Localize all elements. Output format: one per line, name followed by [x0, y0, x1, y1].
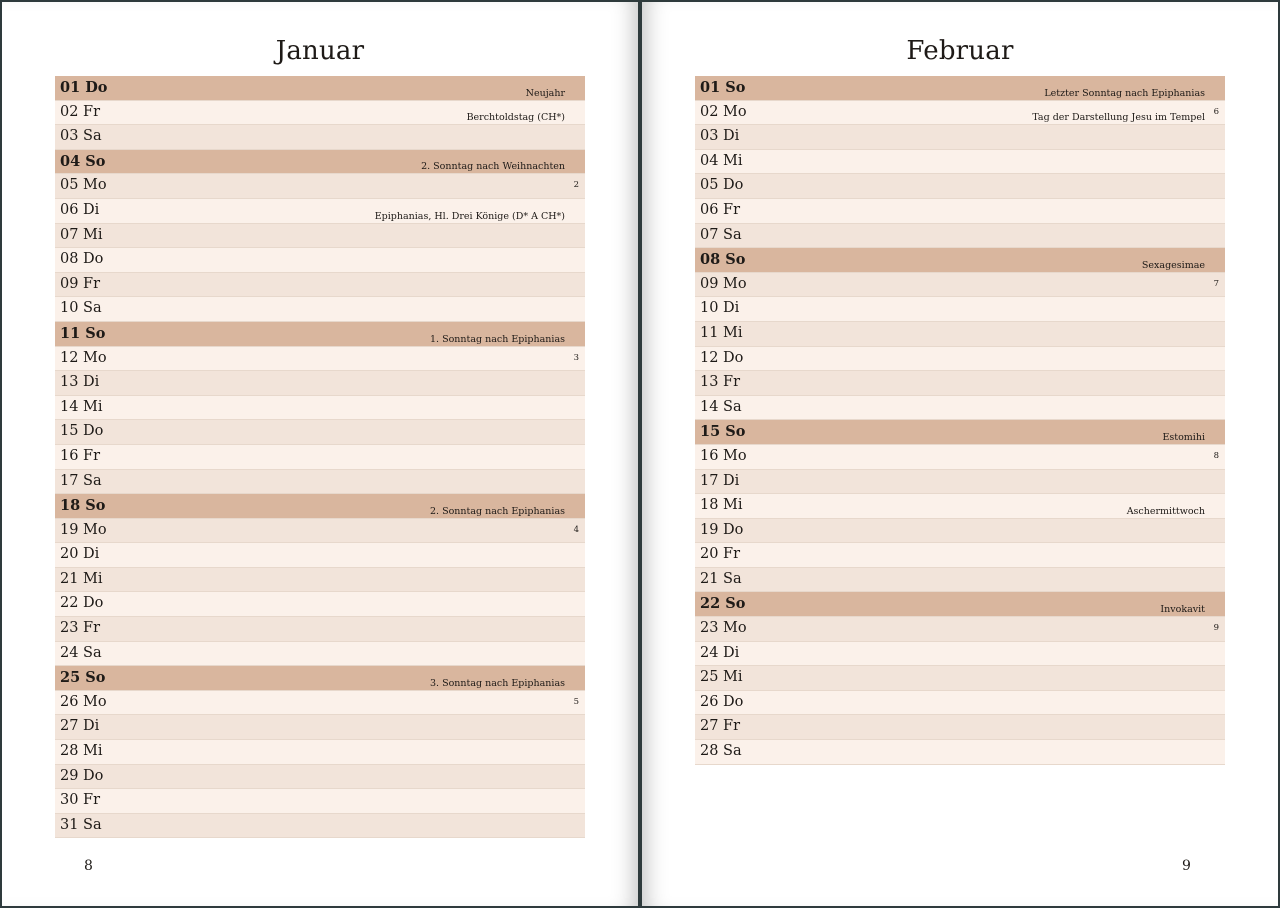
day-row: [55, 691, 585, 716]
day-row: [695, 273, 1225, 298]
day-label: 01 Do: [60, 79, 108, 96]
page-number: 9: [1182, 858, 1191, 874]
day-row: [695, 396, 1225, 421]
day-label: 25 So: [60, 669, 106, 687]
day-label: 18 Mi: [700, 497, 743, 514]
day-event: Neujahr: [525, 87, 565, 99]
week-number: 3: [573, 352, 579, 363]
day-label: 11 So: [60, 324, 106, 342]
day-row: [695, 740, 1225, 765]
day-row: [55, 396, 585, 421]
page-left: [2, 2, 638, 906]
day-row: [55, 814, 585, 839]
day-row: [55, 125, 585, 150]
day-label: 23 Fr: [60, 620, 101, 637]
day-label: 04 So: [60, 152, 106, 170]
day-label: 14 Mi: [60, 398, 103, 415]
day-row: [695, 125, 1225, 150]
day-row: [55, 347, 585, 372]
day-row: [55, 592, 585, 617]
day-row: [695, 519, 1225, 544]
day-label: 02 Mo: [700, 103, 747, 120]
day-label: 21 Mi: [60, 570, 103, 587]
day-row: [55, 789, 585, 814]
day-event: 2. Sonntag nach Weihnachten: [421, 161, 565, 173]
day-label: 07 Mi: [60, 226, 103, 243]
day-row: [55, 150, 585, 175]
day-row: [695, 174, 1225, 199]
day-event: Letzter Sonntag nach Epiphanias: [1044, 87, 1205, 99]
day-row: [695, 592, 1225, 617]
day-event: 2. Sonntag nach Epiphanias: [430, 505, 565, 517]
day-label: 26 Mo: [60, 693, 107, 710]
day-event: Aschermittwoch: [1126, 505, 1205, 517]
day-row: [55, 642, 585, 667]
month-title: Februar: [906, 36, 1014, 66]
day-label: 20 Fr: [700, 546, 741, 563]
day-row: [695, 494, 1225, 519]
day-row: [55, 543, 585, 568]
day-row: [55, 322, 585, 347]
day-row: [55, 740, 585, 765]
day-row: [55, 224, 585, 249]
day-label: 15 So: [700, 423, 746, 441]
day-label: 29 Do: [60, 767, 104, 784]
day-label: 07 Sa: [700, 226, 742, 243]
day-label: 01 So: [700, 79, 746, 96]
day-row: [695, 248, 1225, 273]
day-row: [695, 371, 1225, 396]
day-row: [695, 617, 1225, 642]
day-label: 19 Do: [700, 521, 744, 538]
day-label: 26 Do: [700, 693, 744, 710]
day-label: 10 Di: [700, 300, 740, 317]
day-label: 31 Sa: [60, 816, 102, 833]
day-label: 14 Sa: [700, 398, 742, 415]
day-label: 24 Sa: [60, 644, 102, 661]
day-event: Tag der Darstellung Jesu im Tempel: [1032, 112, 1205, 124]
day-label: 22 Do: [60, 595, 104, 612]
day-row: [695, 101, 1225, 126]
day-label: 28 Mi: [60, 743, 103, 760]
day-row: [55, 470, 585, 495]
day-label: 06 Di: [60, 201, 100, 218]
day-label: 08 Do: [60, 251, 104, 268]
day-label: 05 Do: [700, 177, 744, 194]
page-number: 8: [84, 858, 93, 874]
day-event: Epiphanias, Hl. Drei Könige (D* A CH*): [374, 210, 565, 222]
day-row: [695, 691, 1225, 716]
day-row: [55, 715, 585, 740]
month-title: Januar: [275, 36, 365, 66]
day-row: [55, 101, 585, 126]
day-row: [695, 224, 1225, 249]
day-label: 10 Sa: [60, 300, 102, 317]
day-label: 06 Fr: [700, 201, 741, 218]
day-row: [55, 273, 585, 298]
day-row: [695, 470, 1225, 495]
day-label: 20 Di: [60, 546, 100, 563]
day-row: [55, 248, 585, 273]
day-row: [55, 76, 585, 101]
day-row: [695, 76, 1225, 101]
day-label: 17 Sa: [60, 472, 102, 489]
day-label: 03 Sa: [60, 128, 102, 145]
day-row: [55, 765, 585, 790]
day-row: [55, 199, 585, 224]
day-label: 28 Sa: [700, 743, 742, 760]
day-label: 27 Fr: [700, 718, 741, 735]
day-event: Berchtoldstag (CH*): [466, 112, 565, 124]
week-number: 9: [1213, 623, 1219, 634]
day-row: [55, 420, 585, 445]
day-label: 02 Fr: [60, 103, 101, 120]
day-label: 12 Do: [700, 349, 744, 366]
week-number: 2: [573, 180, 579, 191]
day-list: [55, 76, 585, 838]
day-label: 09 Fr: [60, 275, 101, 292]
day-label: 30 Fr: [60, 792, 101, 809]
day-row: [55, 297, 585, 322]
day-row: [695, 715, 1225, 740]
page-right: [642, 2, 1278, 906]
day-label: 03 Di: [700, 128, 740, 145]
day-label: 16 Fr: [60, 447, 101, 464]
day-row: [695, 150, 1225, 175]
day-label: 15 Do: [60, 423, 104, 440]
day-label: 17 Di: [700, 472, 740, 489]
day-label: 21 Sa: [700, 570, 742, 587]
day-row: [695, 297, 1225, 322]
day-label: 22 So: [700, 595, 746, 613]
day-label: 19 Mo: [60, 521, 107, 538]
day-row: [55, 519, 585, 544]
week-number: 7: [1213, 278, 1219, 289]
week-number: 4: [573, 524, 579, 535]
day-row: [695, 543, 1225, 568]
day-label: 04 Mi: [700, 152, 743, 169]
day-label: 09 Mo: [700, 275, 747, 292]
day-label: 27 Di: [60, 718, 100, 735]
day-label: 24 Di: [700, 644, 740, 661]
week-number: 5: [573, 696, 579, 707]
day-label: 12 Mo: [60, 349, 107, 366]
day-label: 05 Mo: [60, 177, 107, 194]
day-row: [695, 420, 1225, 445]
day-row: [55, 371, 585, 396]
day-list: [695, 76, 1225, 765]
day-label: 23 Mo: [700, 620, 747, 637]
week-number: 8: [1213, 450, 1219, 461]
day-row: [55, 174, 585, 199]
day-row: [55, 445, 585, 470]
day-row: [695, 642, 1225, 667]
day-event: Invokavit: [1160, 604, 1205, 616]
day-row: [55, 568, 585, 593]
day-label: 25 Mi: [700, 669, 743, 686]
day-event: 3. Sonntag nach Epiphanias: [430, 677, 565, 689]
day-label: 16 Mo: [700, 447, 747, 464]
day-row: [55, 617, 585, 642]
day-event: Sexagesimae: [1141, 259, 1205, 271]
week-number: 6: [1213, 106, 1219, 117]
day-row: [695, 445, 1225, 470]
day-label: 13 Di: [60, 374, 100, 391]
day-row: [55, 494, 585, 519]
day-row: [695, 322, 1225, 347]
day-event: 1. Sonntag nach Epiphanias: [430, 333, 565, 345]
day-row: [695, 568, 1225, 593]
day-label: 18 So: [60, 497, 106, 515]
day-event: Estomihi: [1162, 431, 1205, 443]
day-row: [695, 666, 1225, 691]
day-row: [55, 666, 585, 691]
day-label: 08 So: [700, 251, 746, 269]
day-label: 13 Fr: [700, 374, 741, 391]
day-row: [695, 347, 1225, 372]
day-row: [695, 199, 1225, 224]
day-label: 11 Mi: [700, 324, 743, 341]
